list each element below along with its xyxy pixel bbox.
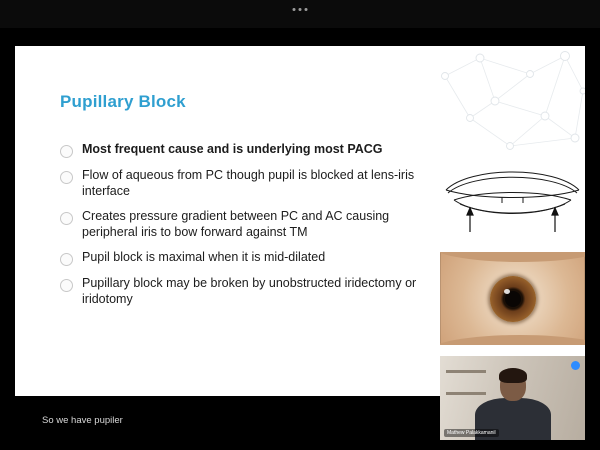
brown-iris-eye-photograph	[440, 252, 585, 345]
presenter-hair	[499, 368, 527, 383]
bullet-circle-icon	[60, 253, 73, 266]
bullet-circle-icon	[60, 279, 73, 292]
more-options-dots-icon[interactable]	[293, 8, 308, 11]
shelf	[446, 392, 486, 395]
closed-caption-text: So we have pupiler	[42, 415, 123, 426]
list-item	[60, 208, 435, 240]
slide-title: Pupillary Block	[60, 92, 186, 111]
list-item	[60, 275, 435, 307]
lower-eyelid	[440, 335, 585, 345]
bullet-circle-icon	[60, 145, 73, 158]
presenter-webcam-tile[interactable]	[440, 356, 585, 440]
list-item	[60, 249, 435, 266]
bullet-text: Flow of aqueous from PC though pupil is blocked at lens-iris interface	[82, 168, 415, 198]
bullet-text: Most frequent cause and is underlying most PACG	[82, 142, 383, 156]
network-nodes-decorative-graphic	[435, 46, 585, 166]
dot	[293, 8, 296, 11]
corneal-light-reflex	[504, 289, 510, 294]
list-item	[60, 141, 435, 158]
bullet-text: Pupil block is maximal when it is mid-dilated	[82, 250, 326, 264]
bullet-text: Pupillary block may be broken by unobstructed iridectomy or iridotomy	[82, 276, 417, 306]
participant-name-label: Mathew Palakkamanil	[444, 429, 499, 437]
top-bar	[0, 0, 600, 28]
dot	[299, 8, 302, 11]
list-item	[60, 167, 435, 199]
anterior-segment-cross-section-diagram	[440, 160, 585, 238]
slide-bullet-list	[60, 141, 435, 316]
bullet-circle-icon	[60, 171, 73, 184]
shelf	[446, 370, 486, 373]
dot	[305, 8, 308, 11]
active-speaker-badge	[571, 361, 580, 370]
bullet-circle-icon	[60, 212, 73, 225]
bullet-text: Creates pressure gradient between PC and AC causing peripheral iris to bow forward against TM	[82, 209, 390, 239]
upper-eyelid	[440, 252, 585, 262]
